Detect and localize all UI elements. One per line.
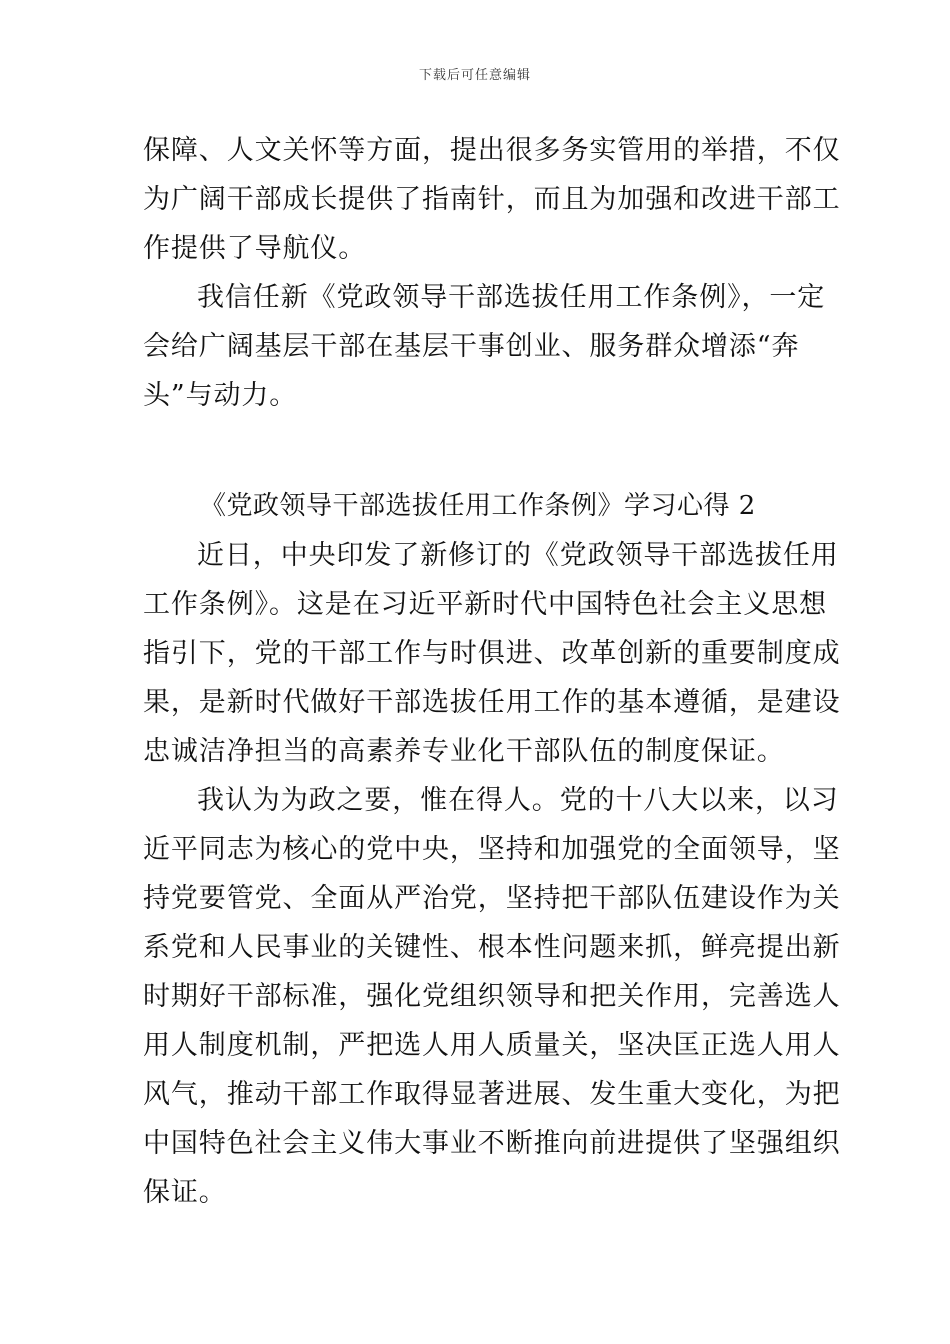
text-line: 忠诚洁净担当的高素养专业化干部队伍的制度保证。 [143,736,785,767]
page-header: 下载后可任意编辑 [418,68,531,83]
text-line: 风气，推动干部工作取得显著进展、发生重大变化，为把 [143,1079,841,1110]
paragraph [143,273,826,420]
text-line: 持党要管党、全面从严治党，坚持把干部队伍建设作为关 [143,883,841,914]
paragraph [143,776,841,1217]
section-gap [143,420,811,482]
text-line: 保障、人文关怀等方面，提出很多务实管用的举措，不仅 [143,135,841,166]
section-title: 《党政领导干部选拔任用工作条例》学习心得 2 [200,491,756,521]
text-line: 时期好干部标准，强化党组织领导和把关作用，完善选人 [143,981,841,1012]
text-line: 指引下，党的干部工作与时俱进、改革创新的重要制度成 [143,638,841,669]
paragraph [143,531,841,776]
text-line: 近日，中央印发了新修订的《党政领导干部选拔任用 [197,540,839,571]
paragraph [143,126,841,273]
text-line: 中国特色社会主义伟大事业不断推向前进提供了坚强组织 [143,1128,841,1159]
document-body [143,126,841,1217]
text-line: 为广阔干部成长提供了指南针，而且为加强和改进干部工 [143,184,841,215]
text-line: 保证。 [143,1177,227,1208]
text-line: 头”与动力。 [143,380,298,411]
text-line: 近平同志为核心的党中央，坚持和加强党的全面领导，坚 [143,834,841,865]
text-line: 我信任新《党政领导干部选拔任用工作条例》，一定 [197,282,826,313]
text-line: 工作条例》。这是在习近平新时代中国特色社会主义思想 [143,589,827,620]
text-line: 果，是新时代做好干部选拔任用工作的基本遵循，是建设 [143,687,841,718]
text-line: 我认为为政之要，惟在得人。党的十八大以来，以习 [197,785,839,816]
text-line: 系党和人民事业的关键性、根本性问题来抓，鲜亮提出新 [143,932,841,963]
text-line: 用人制度机制，严把选人用人质量关，坚决匡正选人用人 [143,1030,841,1061]
text-line: 会给广阔基层干部在基层干事创业、服务群众增添“奔 [143,331,800,362]
text-line: 作提供了导航仪。 [143,233,367,264]
